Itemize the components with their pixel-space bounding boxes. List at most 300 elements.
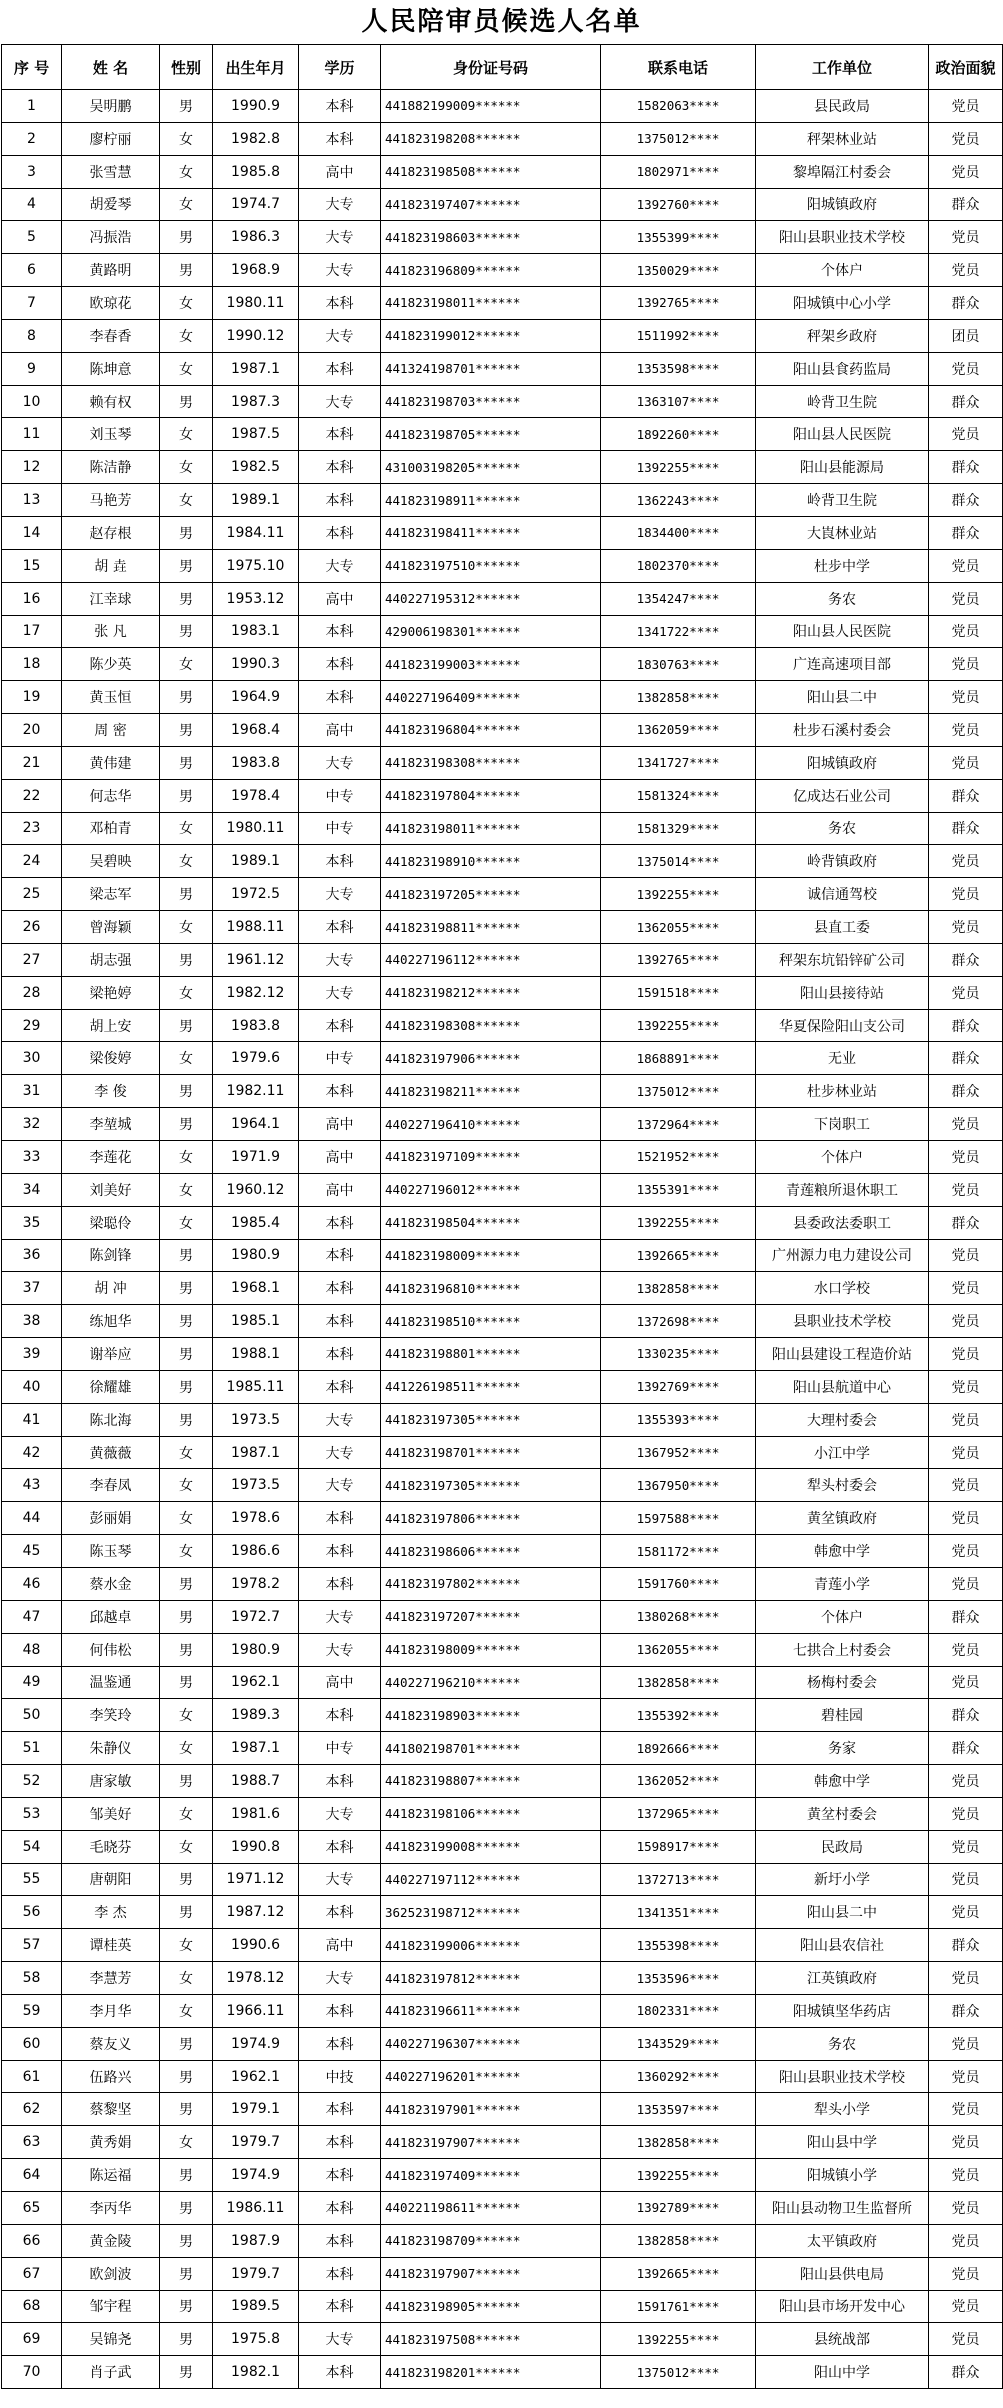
name-cell: 李慧芳 [62,1962,160,1995]
education-cell: 大专 [299,1403,381,1436]
table-row [2,1436,1003,1469]
political-status-cell: 党员 [929,2192,1003,2225]
gender-cell: 女 [160,1962,213,1995]
education-cell: 大专 [299,1469,381,1502]
birth-cell: 1988.7 [213,1765,299,1798]
political-status-cell: 党员 [929,911,1003,944]
gender-cell: 女 [160,319,213,352]
phone-cell: 1372964**** [601,1108,756,1141]
name-cell: 谭桂英 [62,1929,160,1962]
seq-cell: 32 [2,1108,62,1141]
table-row [2,319,1003,352]
name-cell: 练旭华 [62,1305,160,1338]
political-status-cell: 党员 [929,1765,1003,1798]
gender-cell: 女 [160,812,213,845]
table-row [2,1666,1003,1699]
employer-cell: 青莲粮所退休职工 [756,1173,929,1206]
political-status-cell: 党员 [929,2290,1003,2323]
seq-cell: 69 [2,2323,62,2356]
political-status-cell: 群众 [929,451,1003,484]
seq-cell: 9 [2,352,62,385]
gender-cell: 女 [160,1699,213,1732]
gender-cell: 男 [160,1567,213,1600]
education-cell: 本科 [299,1370,381,1403]
table-row [2,418,1003,451]
education-cell: 大专 [299,943,381,976]
name-cell: 梁艳婷 [62,976,160,1009]
birth-cell: 1971.9 [213,1141,299,1174]
phone-cell: 1392789**** [601,2192,756,2225]
phone-cell: 1591518**** [601,976,756,1009]
political-status-cell: 群众 [929,1075,1003,1108]
table-row [2,1699,1003,1732]
seq-cell: 35 [2,1206,62,1239]
id-number-cell: 440227196307****** [381,2027,601,2060]
candidate-table [1,44,1003,2389]
gender-cell: 男 [160,1666,213,1699]
birth-cell: 1982.12 [213,976,299,1009]
name-cell: 蔡友义 [62,2027,160,2060]
education-cell: 本科 [299,1009,381,1042]
gender-cell: 男 [160,2290,213,2323]
political-status-cell: 党员 [929,1633,1003,1666]
id-number-cell: 441823198009****** [381,1633,601,1666]
id-number-cell: 441823197812****** [381,1962,601,1995]
name-cell: 何志华 [62,779,160,812]
table-row [2,615,1003,648]
table-row [2,779,1003,812]
id-number-cell: 441823198212****** [381,976,601,1009]
gender-cell: 男 [160,1108,213,1141]
employer-cell: 黎埠隔江村委会 [756,155,929,188]
employer-cell: 务农 [756,582,929,615]
name-cell: 邓柏青 [62,812,160,845]
employer-cell: 阳山县二中 [756,681,929,714]
seq-cell: 28 [2,976,62,1009]
table-row [2,1797,1003,1830]
employer-cell: 阳山县食药监局 [756,352,929,385]
phone-cell: 1343529**** [601,2027,756,2060]
education-cell: 高中 [299,1173,381,1206]
id-number-cell: 440227196201****** [381,2060,601,2093]
phone-cell: 1591761**** [601,2290,756,2323]
employer-cell: 大理村委会 [756,1403,929,1436]
id-number-cell: 441802198701****** [381,1732,601,1765]
gender-cell: 女 [160,418,213,451]
phone-cell: 1802971**** [601,155,756,188]
id-number-cell: 440227197112****** [381,1863,601,1896]
education-header: 学历 [299,45,381,90]
education-cell: 本科 [299,2126,381,2159]
gender-cell: 女 [160,1929,213,1962]
seq-cell: 59 [2,1994,62,2027]
table-row [2,484,1003,517]
name-cell: 冯振浩 [62,221,160,254]
phone-cell: 1581172**** [601,1535,756,1568]
seq-cell: 25 [2,878,62,911]
table-body [2,90,1003,2389]
political-status-cell: 党员 [929,2093,1003,2126]
name-cell: 吴锦尧 [62,2323,160,2356]
birth-header: 出生年月 [213,45,299,90]
phone-cell: 1362055**** [601,1633,756,1666]
name-cell: 胡爱琴 [62,188,160,221]
phone-cell: 1392665**** [601,1239,756,1272]
seq-cell: 16 [2,582,62,615]
birth-cell: 1964.9 [213,681,299,714]
political-status-cell: 党员 [929,1797,1003,1830]
birth-cell: 1975.8 [213,2323,299,2356]
name-cell: 肖子武 [62,2356,160,2389]
seq-cell: 29 [2,1009,62,1042]
education-cell: 本科 [299,451,381,484]
phone-cell: 1362055**** [601,911,756,944]
table-row [2,582,1003,615]
birth-cell: 1990.12 [213,319,299,352]
id-number-cell: 441226198511****** [381,1370,601,1403]
table-row [2,516,1003,549]
political-status-cell: 党员 [929,254,1003,287]
education-cell: 本科 [299,2093,381,2126]
political-status-cell: 党员 [929,1173,1003,1206]
birth-cell: 1980.11 [213,287,299,320]
education-cell: 本科 [299,681,381,714]
id-number-cell: 441823199006****** [381,1929,601,1962]
political-status-cell: 群众 [929,1009,1003,1042]
political-status-cell: 党员 [929,1403,1003,1436]
birth-cell: 1982.5 [213,451,299,484]
id-number-cell: 440227196112****** [381,943,601,976]
phone-cell: 1341722**** [601,615,756,648]
phone-cell: 1392765**** [601,287,756,320]
table-row [2,451,1003,484]
phone-cell: 1511992**** [601,319,756,352]
name-cell: 陈洁静 [62,451,160,484]
seq-cell: 8 [2,319,62,352]
name-cell: 欧剑波 [62,2257,160,2290]
political-status-cell: 群众 [929,1600,1003,1633]
phone-cell: 1354247**** [601,582,756,615]
political-status-cell: 党员 [929,1567,1003,1600]
education-cell: 本科 [299,1502,381,1535]
seq-cell: 61 [2,2060,62,2093]
birth-cell: 1989.3 [213,1699,299,1732]
employer-cell: 诚信通驾校 [756,878,929,911]
name-cell: 温鉴通 [62,1666,160,1699]
employer-cell: 阳山县建设工程造价站 [756,1338,929,1371]
birth-cell: 1990.9 [213,90,299,123]
seq-cell: 52 [2,1765,62,1798]
birth-cell: 1978.12 [213,1962,299,1995]
seq-cell: 11 [2,418,62,451]
gender-cell: 男 [160,878,213,911]
table-row [2,254,1003,287]
education-cell: 本科 [299,418,381,451]
name-cell: 江幸球 [62,582,160,615]
employer-cell: 秤架林业站 [756,122,929,155]
political-status-cell: 群众 [929,516,1003,549]
education-cell: 高中 [299,1141,381,1174]
table-row [2,287,1003,320]
education-cell: 本科 [299,2159,381,2192]
education-cell: 本科 [299,122,381,155]
seq-cell: 55 [2,1863,62,1896]
name-cell: 何伟松 [62,1633,160,1666]
gender-cell: 女 [160,1436,213,1469]
birth-cell: 1987.5 [213,418,299,451]
phone-cell: 1350029**** [601,254,756,287]
phone-cell: 1380268**** [601,1600,756,1633]
employer-cell: 水口学校 [756,1272,929,1305]
id-number-cell: 441823197901****** [381,2093,601,2126]
phone-cell: 1372713**** [601,1863,756,1896]
gender-cell: 男 [160,1633,213,1666]
gender-cell: 女 [160,188,213,221]
political-status-cell: 党员 [929,1863,1003,1896]
table-row [2,1075,1003,1108]
employer-cell: 阳山县二中 [756,1896,929,1929]
phone-cell: 1330235**** [601,1338,756,1371]
phone-cell: 1375012**** [601,122,756,155]
phone-cell: 1392760**** [601,188,756,221]
political-status-cell: 党员 [929,878,1003,911]
employer-cell: 阳山县人民医院 [756,418,929,451]
id-number-cell: 441823196804****** [381,714,601,747]
political-status-cell: 群众 [929,287,1003,320]
seq-cell: 57 [2,1929,62,1962]
birth-cell: 1983.8 [213,1009,299,1042]
phone-cell: 1392255**** [601,451,756,484]
employer-cell: 江英镇政府 [756,1962,929,1995]
birth-cell: 1966.11 [213,1994,299,2027]
birth-cell: 1960.12 [213,1173,299,1206]
political-status-cell: 党员 [929,418,1003,451]
political-status-cell: 群众 [929,1994,1003,2027]
name-cell: 吴明鹏 [62,90,160,123]
name-cell: 陈北海 [62,1403,160,1436]
table-header-row [2,45,1003,90]
phone-cell: 1392255**** [601,1206,756,1239]
education-cell: 中专 [299,1732,381,1765]
seq-cell: 18 [2,648,62,681]
table-row [2,1206,1003,1239]
id-number-cell: 441823197906****** [381,1042,601,1075]
education-cell: 本科 [299,1305,381,1338]
name-cell: 陈剑锋 [62,1239,160,1272]
gender-cell: 男 [160,2159,213,2192]
phone-cell: 1802370**** [601,549,756,582]
birth-cell: 1974.9 [213,2159,299,2192]
id-number-cell: 441823198308****** [381,746,601,779]
political-status-cell: 党员 [929,615,1003,648]
phone-cell: 1363107**** [601,385,756,418]
seq-cell: 56 [2,1896,62,1929]
table-row [2,1338,1003,1371]
gender-cell: 男 [160,1863,213,1896]
id-number-cell: 441823198910****** [381,845,601,878]
employer-cell: 县委政法委职工 [756,1206,929,1239]
phone-cell: 1830763**** [601,648,756,681]
education-cell: 本科 [299,1338,381,1371]
political-status-cell: 群众 [929,188,1003,221]
seq-cell: 63 [2,2126,62,2159]
table-row [2,976,1003,1009]
birth-cell: 1988.11 [213,911,299,944]
phone-cell: 1372698**** [601,1305,756,1338]
political-status-cell: 党员 [929,1305,1003,1338]
table-row [2,1994,1003,2027]
table-row [2,943,1003,976]
id-number-cell: 441823198705****** [381,418,601,451]
name-cell: 彭丽娟 [62,1502,160,1535]
political-status-cell: 党员 [929,2126,1003,2159]
table-row [2,2356,1003,2389]
education-cell: 本科 [299,516,381,549]
id-number-cell: 441823197806****** [381,1502,601,1535]
phone-cell: 1375014**** [601,845,756,878]
employer-cell: 青莲小学 [756,1567,929,1600]
birth-cell: 1971.12 [213,1863,299,1896]
name-cell: 邱越卓 [62,1600,160,1633]
education-cell: 本科 [299,1765,381,1798]
name-cell: 梁志军 [62,878,160,911]
political-status-cell: 群众 [929,1732,1003,1765]
political-status-cell: 党员 [929,1272,1003,1305]
political-status-cell: 党员 [929,155,1003,188]
political-status-cell: 党员 [929,582,1003,615]
political-status-cell: 群众 [929,484,1003,517]
phone-cell: 1581329**** [601,812,756,845]
employer-cell: 阳山县农信社 [756,1929,929,1962]
birth-cell: 1981.6 [213,1797,299,1830]
employer-cell: 阳山县人民医院 [756,615,929,648]
seq-cell: 44 [2,1502,62,1535]
political-status-cell: 党员 [929,1535,1003,1568]
employer-cell: 犁头小学 [756,2093,929,2126]
table-row [2,1305,1003,1338]
seq-cell: 4 [2,188,62,221]
birth-cell: 1978.4 [213,779,299,812]
employer-cell: 杜步石溪村委会 [756,714,929,747]
gender-cell: 男 [160,2027,213,2060]
phone-cell: 1382858**** [601,1666,756,1699]
gender-cell: 男 [160,2356,213,2389]
id-number-cell: 441823198011****** [381,287,601,320]
table-row [2,1009,1003,1042]
name-cell: 胡志强 [62,943,160,976]
birth-cell: 1968.9 [213,254,299,287]
id-number-cell: 441823198905****** [381,2290,601,2323]
table-row [2,878,1003,911]
table-row [2,746,1003,779]
employer-cell: 岭背镇政府 [756,845,929,878]
employer-cell: 犁头村委会 [756,1469,929,1502]
gender-cell: 男 [160,1403,213,1436]
birth-cell: 1972.5 [213,878,299,911]
name-cell: 张 凡 [62,615,160,648]
birth-cell: 1986.11 [213,2192,299,2225]
education-cell: 本科 [299,2192,381,2225]
phone-cell: 1392665**** [601,2257,756,2290]
birth-cell: 1980.9 [213,1633,299,1666]
employer-cell: 韩愈中学 [756,1535,929,1568]
political-status-cell: 党员 [929,2323,1003,2356]
seq-cell: 60 [2,2027,62,2060]
birth-cell: 1987.9 [213,2224,299,2257]
birth-cell: 1961.12 [213,943,299,976]
phone-cell: 1521952**** [601,1141,756,1174]
seq-cell: 12 [2,451,62,484]
employer-cell: 阳山县动物卫生监督所 [756,2192,929,2225]
table-row [2,1502,1003,1535]
education-cell: 大专 [299,188,381,221]
table-row [2,122,1003,155]
seq-cell: 22 [2,779,62,812]
employer-cell: 阳山中学 [756,2356,929,2389]
table-row [2,221,1003,254]
id-number-cell: 441823198411****** [381,516,601,549]
birth-cell: 1964.1 [213,1108,299,1141]
gender-cell: 男 [160,2224,213,2257]
political-status-cell: 党员 [929,1469,1003,1502]
education-cell: 本科 [299,352,381,385]
gender-cell: 男 [160,714,213,747]
name-cell: 李丙华 [62,2192,160,2225]
employer-cell: 华夏保险阳山支公司 [756,1009,929,1042]
name-header: 姓 名 [62,45,160,90]
political-status-cell: 群众 [929,1042,1003,1075]
name-cell: 马艳芳 [62,484,160,517]
table-row [2,2027,1003,2060]
political-status-cell: 党员 [929,845,1003,878]
table-row [2,911,1003,944]
id-number-cell: 441823197409****** [381,2159,601,2192]
name-cell: 毛晓芬 [62,1830,160,1863]
phone-cell: 1392255**** [601,1009,756,1042]
table-row [2,1732,1003,1765]
name-cell: 李月华 [62,1994,160,2027]
political-status-cell: 党员 [929,1108,1003,1141]
id-number-cell: 441823198606****** [381,1535,601,1568]
table-row [2,1896,1003,1929]
birth-cell: 1987.1 [213,1732,299,1765]
id-number-cell: 440227196210****** [381,1666,601,1699]
table-row [2,648,1003,681]
id-number-cell: 441823197907****** [381,2126,601,2159]
seq-cell: 64 [2,2159,62,2192]
id-number-cell: 441823198011****** [381,812,601,845]
gender-cell: 男 [160,1896,213,1929]
employer-cell: 碧桂园 [756,1699,929,1732]
seq-cell: 5 [2,221,62,254]
phone-cell: 1341351**** [601,1896,756,1929]
birth-cell: 1989.1 [213,845,299,878]
seq-cell: 10 [2,385,62,418]
employer-cell: 阳城镇政府 [756,188,929,221]
name-cell: 廖柠丽 [62,122,160,155]
employer-cell: 秤架东坑铅锌矿公司 [756,943,929,976]
employer-cell: 县统战部 [756,2323,929,2356]
education-cell: 大专 [299,878,381,911]
employer-cell: 杜步林业站 [756,1075,929,1108]
id-number-cell: 441823198208****** [381,122,601,155]
birth-cell: 1982.11 [213,1075,299,1108]
political-status-cell: 党员 [929,976,1003,1009]
gender-cell: 男 [160,1075,213,1108]
seq-cell: 45 [2,1535,62,1568]
seq-cell: 20 [2,714,62,747]
education-cell: 大专 [299,1863,381,1896]
